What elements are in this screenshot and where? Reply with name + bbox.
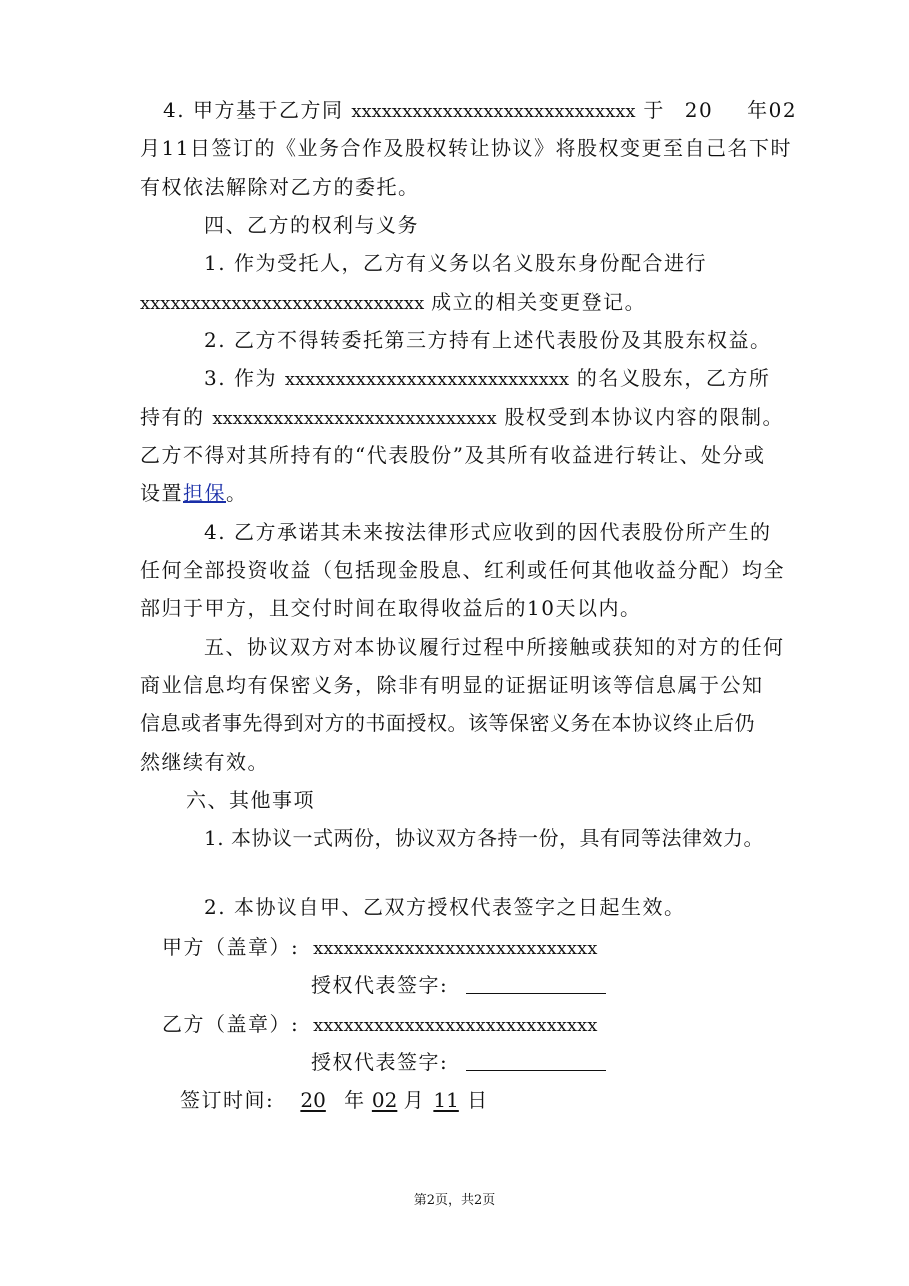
text-segment: 设置 xyxy=(140,481,183,505)
company-name-placeholder: xxxxxxxxxxxxxxxxxxxxxxxxxxxx xyxy=(284,369,570,390)
clause6-heading: 六、其他事项 xyxy=(186,788,315,812)
clause4-item4-line1: 4. 乙方承诺其未来按法律形式应收到的因代表股份所产生的 xyxy=(204,520,772,544)
date-month-unit: 月 xyxy=(403,1088,426,1112)
party-b-sign-label: 授权代表签字: xyxy=(311,1050,449,1074)
text-segment: 股权受到本协议内容的限制。 xyxy=(504,405,784,429)
clause4-item3-line3: 乙方不得对其所持有的“代表股份”及其所有收益进行转让、处分或 xyxy=(140,443,766,467)
clause4-item4-line3: 部归于甲方，且交付时间在取得收益后的10天以内。 xyxy=(140,596,642,620)
text-segment: 4. 甲方基于乙方同 xyxy=(163,98,344,122)
text-segment: 的名义股东，乙方所 xyxy=(576,366,771,390)
clause4-item2: 2. 乙方不得转委托第三方持有上述代表股份及其股东权益。 xyxy=(204,328,772,352)
party-a-row xyxy=(162,933,597,963)
clause4-item3-line1 xyxy=(204,364,770,394)
clause4-item3-line4 xyxy=(140,479,248,507)
company-name-placeholder: xxxxxxxxxxxxxxxxxxxxxxxxxxxx xyxy=(351,101,636,122)
year-value: 20 xyxy=(684,98,714,122)
company-name-placeholder: xxxxxxxxxxxxxxxxxxxxxxxxxxxx xyxy=(140,293,425,314)
party-a-signature-line[interactable] xyxy=(466,973,606,994)
party-b-row xyxy=(162,1010,597,1040)
clause4-item4-line2: 任何全部投资收益（包括现金股息、红利或任何其他收益分配）均全 xyxy=(140,558,785,582)
signing-date-row xyxy=(180,1086,489,1114)
clause4-item1-line2 xyxy=(140,288,646,318)
text-segment: 于 xyxy=(643,98,665,122)
clause4-heading: 四、乙方的权利与义务 xyxy=(204,213,419,237)
page-footer: 第2页，共2页 xyxy=(413,1193,496,1208)
date-label: 签订时间: xyxy=(180,1088,275,1112)
date-year-unit: 年 xyxy=(344,1088,366,1112)
company-name-placeholder: xxxxxxxxxxxxxxxxxxxxxxxxxxxx xyxy=(212,408,497,429)
clause5-line2: 商业信息均有保密义务，除非有明显的证据证明该等信息属于公知 xyxy=(140,673,764,697)
text-segment: 3. 作为 xyxy=(204,366,277,390)
clause6-item1: 1. 本协议一式两份，协议双方各持一份，具有同等法律效力。 xyxy=(204,826,764,850)
clause5-line1: 五、协议双方对本协议履行过程中所接触或获知的对方的任何 xyxy=(204,635,785,659)
date-year-field[interactable]: 20 xyxy=(300,1088,326,1112)
party-a-name: xxxxxxxxxxxxxxxxxxxxxxxxxxxx xyxy=(313,938,598,959)
clause4-item3-line2 xyxy=(140,403,784,433)
date-day-unit: 日 xyxy=(467,1088,489,1112)
clause3-item4-line1 xyxy=(163,96,797,126)
party-b-sign-row xyxy=(311,1048,606,1076)
clause3-item4-line3: 有权依法解除对乙方的委托。 xyxy=(140,175,420,199)
date-month-field[interactable]: 02 xyxy=(371,1088,398,1112)
party-b-name: xxxxxxxxxxxxxxxxxxxxxxxxxxxx xyxy=(313,1015,598,1036)
date-day-field[interactable]: 11 xyxy=(433,1088,459,1112)
text-segment: 成立的相关变更登记。 xyxy=(431,290,647,314)
party-a-sign-label: 授权代表签字: xyxy=(311,973,449,997)
party-b-signature-line[interactable] xyxy=(466,1050,606,1071)
party-a-label: 甲方（盖章）: xyxy=(162,935,300,959)
text-segment: 年02 xyxy=(747,98,798,122)
clause5-line4: 然继续有效。 xyxy=(140,750,269,774)
text-segment: 持有的 xyxy=(140,405,205,429)
clause6-item2: 2. 本协议自甲、乙双方授权代表签字之日起生效。 xyxy=(204,895,686,919)
clause4-item1-line1: 1. 作为受托人，乙方有义务以名义股东身份配合进行 xyxy=(204,251,707,275)
clause3-item4-line2: 月11日签订的《业务合作及股权转让协议》将股权变更至自己名下时 xyxy=(140,136,792,160)
party-a-sign-row xyxy=(311,971,606,999)
clause5-line3: 信息或者事先得到对方的书面授权。该等保密义务在本协议终止后仍 xyxy=(140,711,755,735)
text-segment: 。 xyxy=(226,481,248,505)
guarantee-link[interactable]: 担保 xyxy=(183,481,226,505)
party-b-label: 乙方（盖章）: xyxy=(162,1012,300,1036)
